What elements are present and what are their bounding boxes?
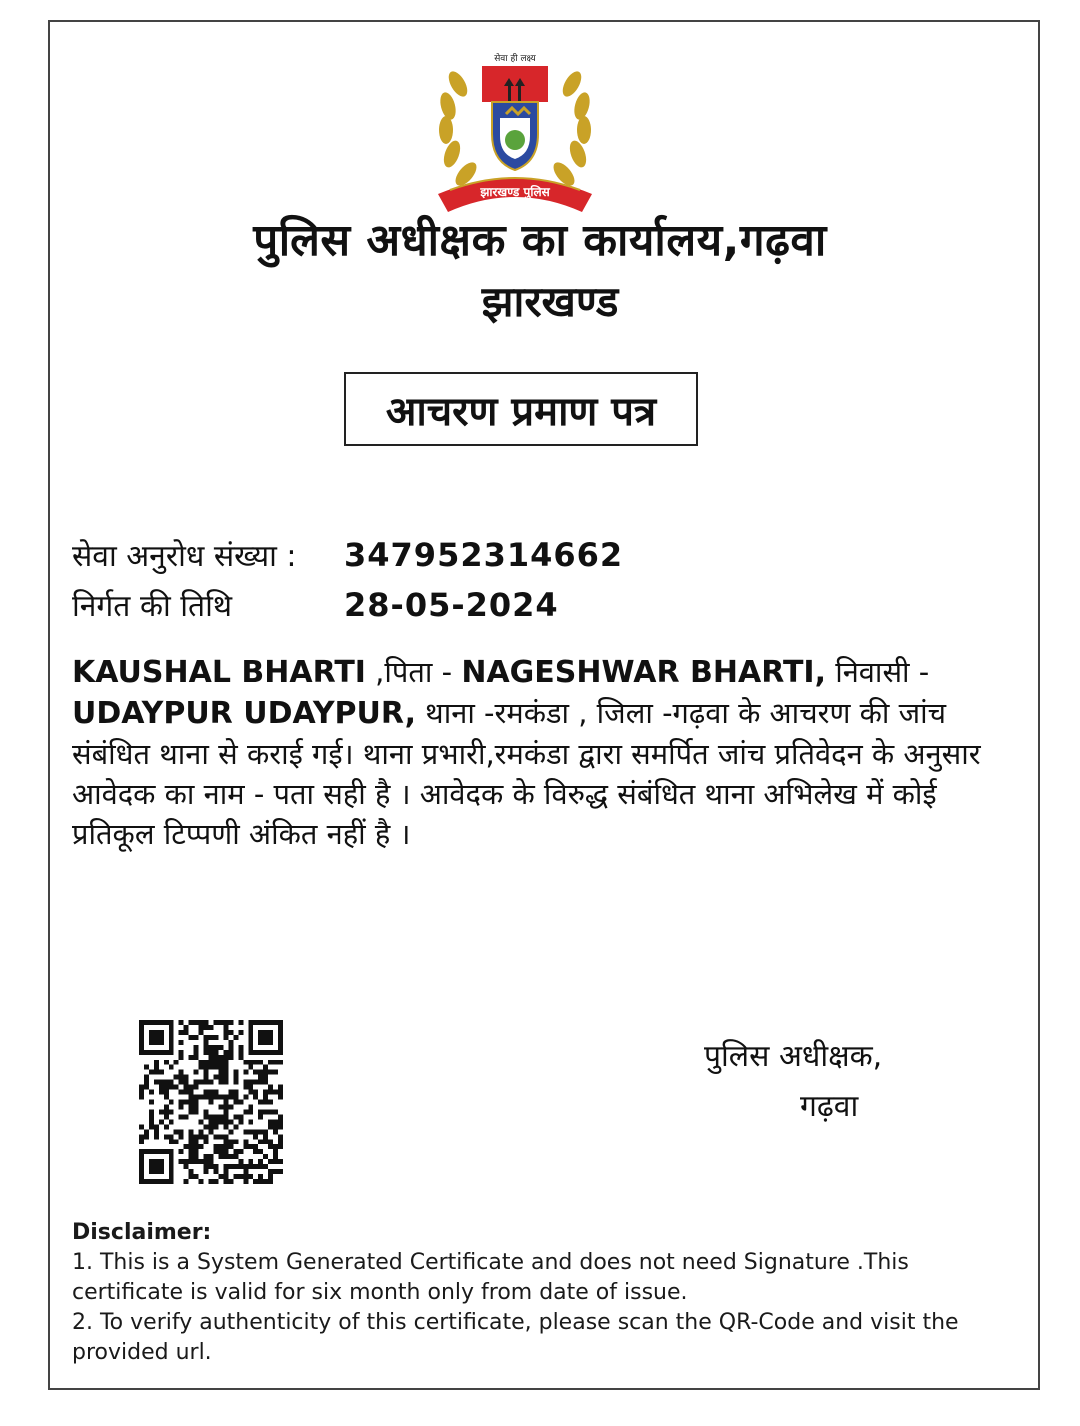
- disclaimer-heading: Disclaimer:: [72, 1220, 212, 1245]
- certificate-title: आचरण प्रमाण पत्र: [385, 388, 657, 435]
- disclaimer-line-1: 1. This is a System Generated Certificate and does not need Signature .This certificate is valid for six month only from date of issue.: [72, 1250, 909, 1305]
- service-request-value: 347952314662: [344, 536, 624, 574]
- service-request-row: [72, 534, 623, 575]
- signatory-designation: पुलिस अधीक्षक,: [704, 1039, 883, 1074]
- issue-date-row: [72, 584, 559, 625]
- emblem-ribbon-text: झारखण्ड पुलिस: [480, 185, 550, 199]
- service-request-label: सेवा अनुरोध संख्या :: [72, 539, 297, 574]
- address: UDAYPUR UDAYPUR,: [72, 696, 416, 731]
- father-label: ,पिता -: [365, 655, 462, 689]
- certificate-title-box: [344, 372, 698, 446]
- verification-qr-code[interactable]: [138, 1020, 284, 1184]
- emblem-motto: सेवा ही लक्ष्य: [494, 54, 536, 64]
- issue-date-label: निर्गत की तिथि: [72, 589, 233, 624]
- office-title: पुलिस अधीक्षक का कार्यालय,गढ़वा: [253, 215, 827, 266]
- father-name: NAGESHWAR BHARTI,: [461, 655, 826, 690]
- disclaimer-line-2: 2. To verify authenticity of this certificate, please scan the QR-Code and visit the provided url.: [72, 1310, 959, 1365]
- signatory-place: गढ़वा: [800, 1089, 859, 1124]
- disclaimer: [72, 1218, 992, 1368]
- applicant-name: KAUSHAL BHARTI: [72, 655, 366, 690]
- jharkhand-police-emblem: [420, 44, 610, 222]
- body-rest: थाना -रमकंडा , जिला -गढ़वा के आचरण की जांच संबंधित थाना से कराई गई। थाना प्रभारी,रमकंडा द्वारा समर्पित जांच प्रतिवेदन के अनुसार आवेदक का नाम - पता सही है । आवेदक के विरुद्ध संबंधित थाना अभिलेख में कोई प्रतिकूल टिप्पणी अंकित नहीं है ।: [72, 696, 981, 851]
- resident-label: निवासी -: [825, 655, 930, 689]
- certificate-body: [72, 652, 1022, 854]
- issue-date-value: 28-05-2024: [344, 586, 559, 624]
- state-title: झारखण्ड: [481, 277, 619, 326]
